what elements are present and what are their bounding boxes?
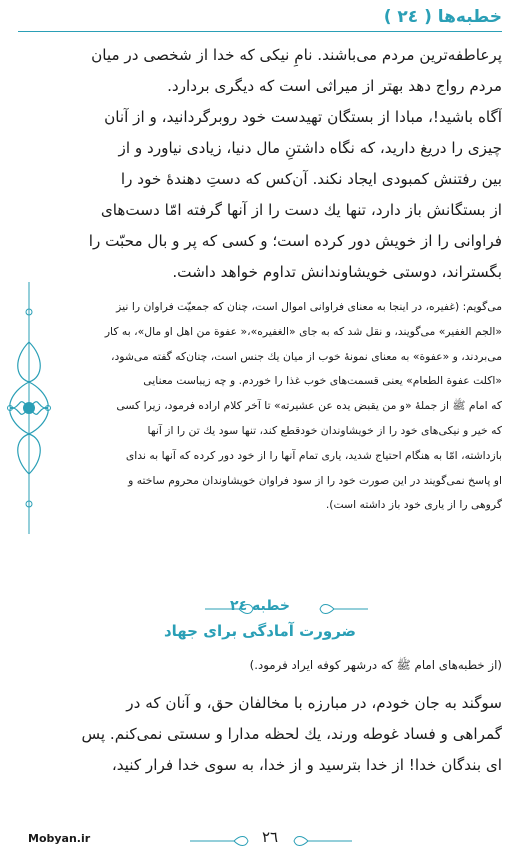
text-line: از بستگانش باز دارد، تنها يك دست را از آنها گرفته امّا دست‌های: [100, 201, 502, 219]
heading-ornament-right-icon: [318, 602, 368, 616]
text-line: آگاه باشید!، مبادا از بستگان تهیدست خود روبرگردانید، و از آنان: [104, 108, 502, 126]
note-line: «اكلت عفوة الطعام» يعنى قسمت‌های خوب غذا را خوردم. و چه زيباست معنايى: [143, 374, 502, 388]
sermon-heading: [0, 598, 520, 658]
page-number: ٢٦: [261, 828, 279, 846]
text-line: فراوانی را از خویش دور کرده است؛ و کسی که پر و بال محبّت را: [88, 232, 502, 250]
note-line: می‌گویم: (غفیره، در اینجا به معنای فراوانی اموال است، چنان که جمعیّت فراوان را نیز: [116, 300, 502, 313]
sermon-intro: (از خطبه‌های امام ﷺ که درشهر کوفه ایراد فرمود.): [249, 658, 502, 672]
text-line: ای بندگان خدا! از خدا بترسید و از خدا، به سوی خدا فرار كنيد،: [111, 756, 502, 774]
header-divider: [18, 31, 502, 32]
note-line: «الجم الغفير» می‌گويند، و نقل شد که به جای «الغفیره»،« عفوة من اهل او مال»، به کار: [104, 324, 502, 338]
text-line: بگستراند، دوستی خویشاوندانش تداوم خواهد داشت.: [172, 263, 502, 281]
site-watermark: Mobyan.ir: [28, 832, 91, 845]
running-title: خطبه‌ها ( ٢٤ ): [383, 7, 502, 27]
note-line: که خير و نيكى‌های خود را از خويشاوندان خودقطع کند، تنها سود يك تن را از آنها: [147, 423, 502, 437]
note-line: که امام ﷺ از جملهٔ «و من يقبض يده عن عشيرته» تا آخر كلام اراده فرمود، زيرا كسى: [116, 399, 502, 413]
note-line: می‌بردند، و «عفوة» به معنای نمونهٔ خوب از میان يك جنس است، چنان‌که گفته می‌شود،: [111, 349, 502, 363]
page-header: [0, 0, 520, 33]
page-footer: [0, 820, 520, 855]
sermon-number: خطبه ٢٤: [230, 598, 290, 614]
sermon-body: [20, 688, 502, 781]
note-line: او پاسخ نمی‌گويند در اين صورت خود را از سود فراوان خويشاوندان محروم ساخته و: [128, 473, 502, 487]
text-line: مردم رواج دهد بهتر از میراثی است که دیگری بردارد.: [167, 77, 502, 95]
sermon-title: ضرورت آمادگی برای جهاد: [163, 622, 357, 640]
main-paragraph: [20, 40, 502, 288]
note-line: گروهی را از ياری خود باز داشته است).: [325, 498, 502, 512]
text-line: گمراهی و فساد غوطه ورند، يك لحظه مدارا و سستی نمی‌کنم. پس: [81, 725, 502, 743]
text-line: پرعاطفه‌ترین مردم می‌باشند. نامِ نیکی که خدا از شخصی در میان: [91, 46, 502, 64]
commentary-note: [32, 295, 502, 518]
footer-ornament-right-icon: [292, 835, 352, 847]
text-line: چیزی را دریغ دارید، که نگاه داشتنِ مال دنیا، زیادی نیاورد و از: [118, 139, 502, 157]
note-line: بازداشته، امّا به هنگام احتیاج شديد، ياری تمام آنها را از خود دور کرده که آنها به ندای: [125, 448, 502, 462]
text-line: بین رفتنش کمبودی ایجاد نکند. آن‌کس که دستِ دهندهٔ خود را: [120, 170, 502, 188]
text-line: سوگند به جان خودم، در مبارزه با مخالفان حق، و آنان که در: [126, 694, 502, 712]
footer-ornament-left-icon: [190, 835, 250, 847]
